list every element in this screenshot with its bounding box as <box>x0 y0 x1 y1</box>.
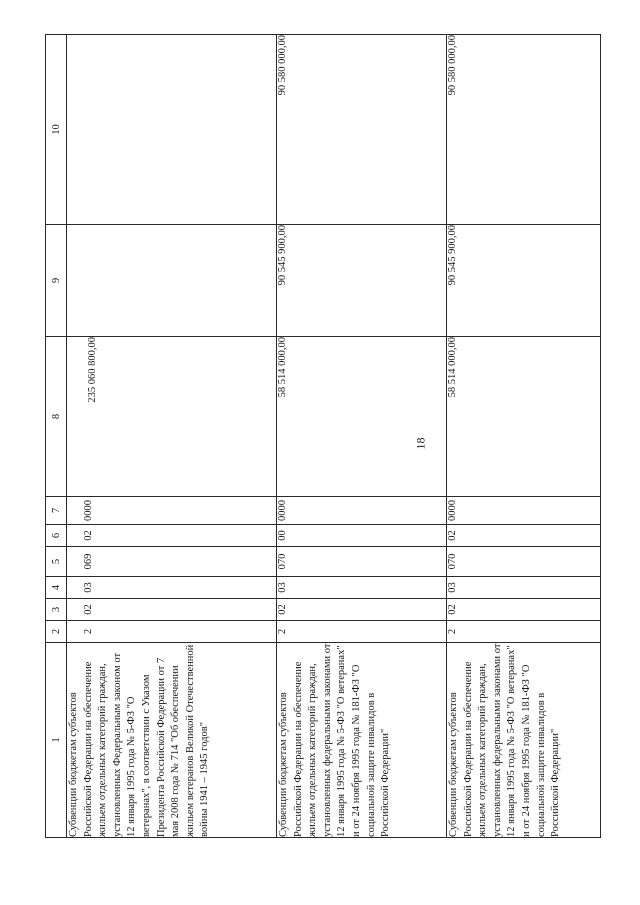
header-cell: 2 <box>46 621 67 643</box>
table-row <box>277 35 447 838</box>
description-cell: Субвенции бюджетам субъектов Российской Федерации на обеспечение жильем отдельных категорий граждан, установленных федеральными законами от 12 января 1995 года № 5-ФЗ "О ветеранах" и от 24 ноября 1995 года № 181-ФЗ "О социальной защите инвалидов в Российской Федерации" <box>447 643 601 838</box>
code-cell: 2 <box>447 621 601 643</box>
code-cell: 02 <box>447 599 601 621</box>
code-cell: 0000 <box>67 497 277 525</box>
code-cell: 03 <box>277 577 447 599</box>
header-cell: 7 <box>46 497 67 525</box>
header-cell: 4 <box>46 577 67 599</box>
rotated-table-inner <box>45 35 601 838</box>
amount-cell: 58 514 000,00 <box>447 337 601 497</box>
code-cell: 069 <box>67 547 277 577</box>
code-cell: 2 <box>277 621 447 643</box>
code-cell: 2 <box>67 621 277 643</box>
code-cell: 02 <box>67 599 277 621</box>
header-cell: 3 <box>46 599 67 621</box>
budget-table <box>45 34 601 838</box>
code-cell: 02 <box>277 599 447 621</box>
amount-cell: 90 545 900,00 <box>277 225 447 337</box>
code-cell: 070 <box>447 547 601 577</box>
header-cell: 10 <box>46 35 67 225</box>
amount-cell: 235 060 800,00 <box>67 337 277 497</box>
header-cell: 1 <box>46 643 67 838</box>
code-cell: 03 <box>67 577 277 599</box>
code-cell: 02 <box>447 525 601 547</box>
description-cell: Субвенции бюджетам субъектов Российской Федерации на обеспечение жильем отдельных категорий граждан, установленных Федеральным законом от 12 января 1995 года № 5-ФЗ "О ветеранах", в соответствии с Указом Президента Российской Федерации от 7 мая 2008 года № 714 "Об обеспечении жильем ветеранов Великой Отечественной войны 1941 – 1945 годов" <box>67 643 277 838</box>
table-row <box>447 35 601 838</box>
header-cell: 8 <box>46 337 67 497</box>
code-cell: 0000 <box>277 497 447 525</box>
header-cell: 5 <box>46 547 67 577</box>
amount-cell <box>67 225 277 337</box>
rotated-table-container <box>45 35 601 838</box>
code-cell: 02 <box>67 525 277 547</box>
amount-cell: 90 580 000,00 <box>277 35 447 225</box>
code-cell: 03 <box>447 577 601 599</box>
page-number: 18 <box>413 437 428 450</box>
header-cell: 6 <box>46 525 67 547</box>
amount-cell <box>67 35 277 225</box>
code-cell: 0000 <box>447 497 601 525</box>
table-row <box>67 35 277 838</box>
code-cell: 00 <box>277 525 447 547</box>
code-cell: 070 <box>277 547 447 577</box>
amount-cell: 58 514 000,00 <box>277 337 447 497</box>
amount-cell: 90 580 000,00 <box>447 35 601 225</box>
amount-cell: 90 545 900,00 <box>447 225 601 337</box>
description-cell: Субвенции бюджетам субъектов Российской Федерации на обеспечение жильем отдельных категорий граждан, установленных федеральными законами от 12 января 1995 года № 5-ФЗ "О ветеранах" и от 24 ноября 1995 года № 181-ФЗ "О социальной защите инвалидов в Российской Федерации" <box>277 643 447 838</box>
header-cell: 9 <box>46 225 67 337</box>
header-row <box>46 35 67 838</box>
